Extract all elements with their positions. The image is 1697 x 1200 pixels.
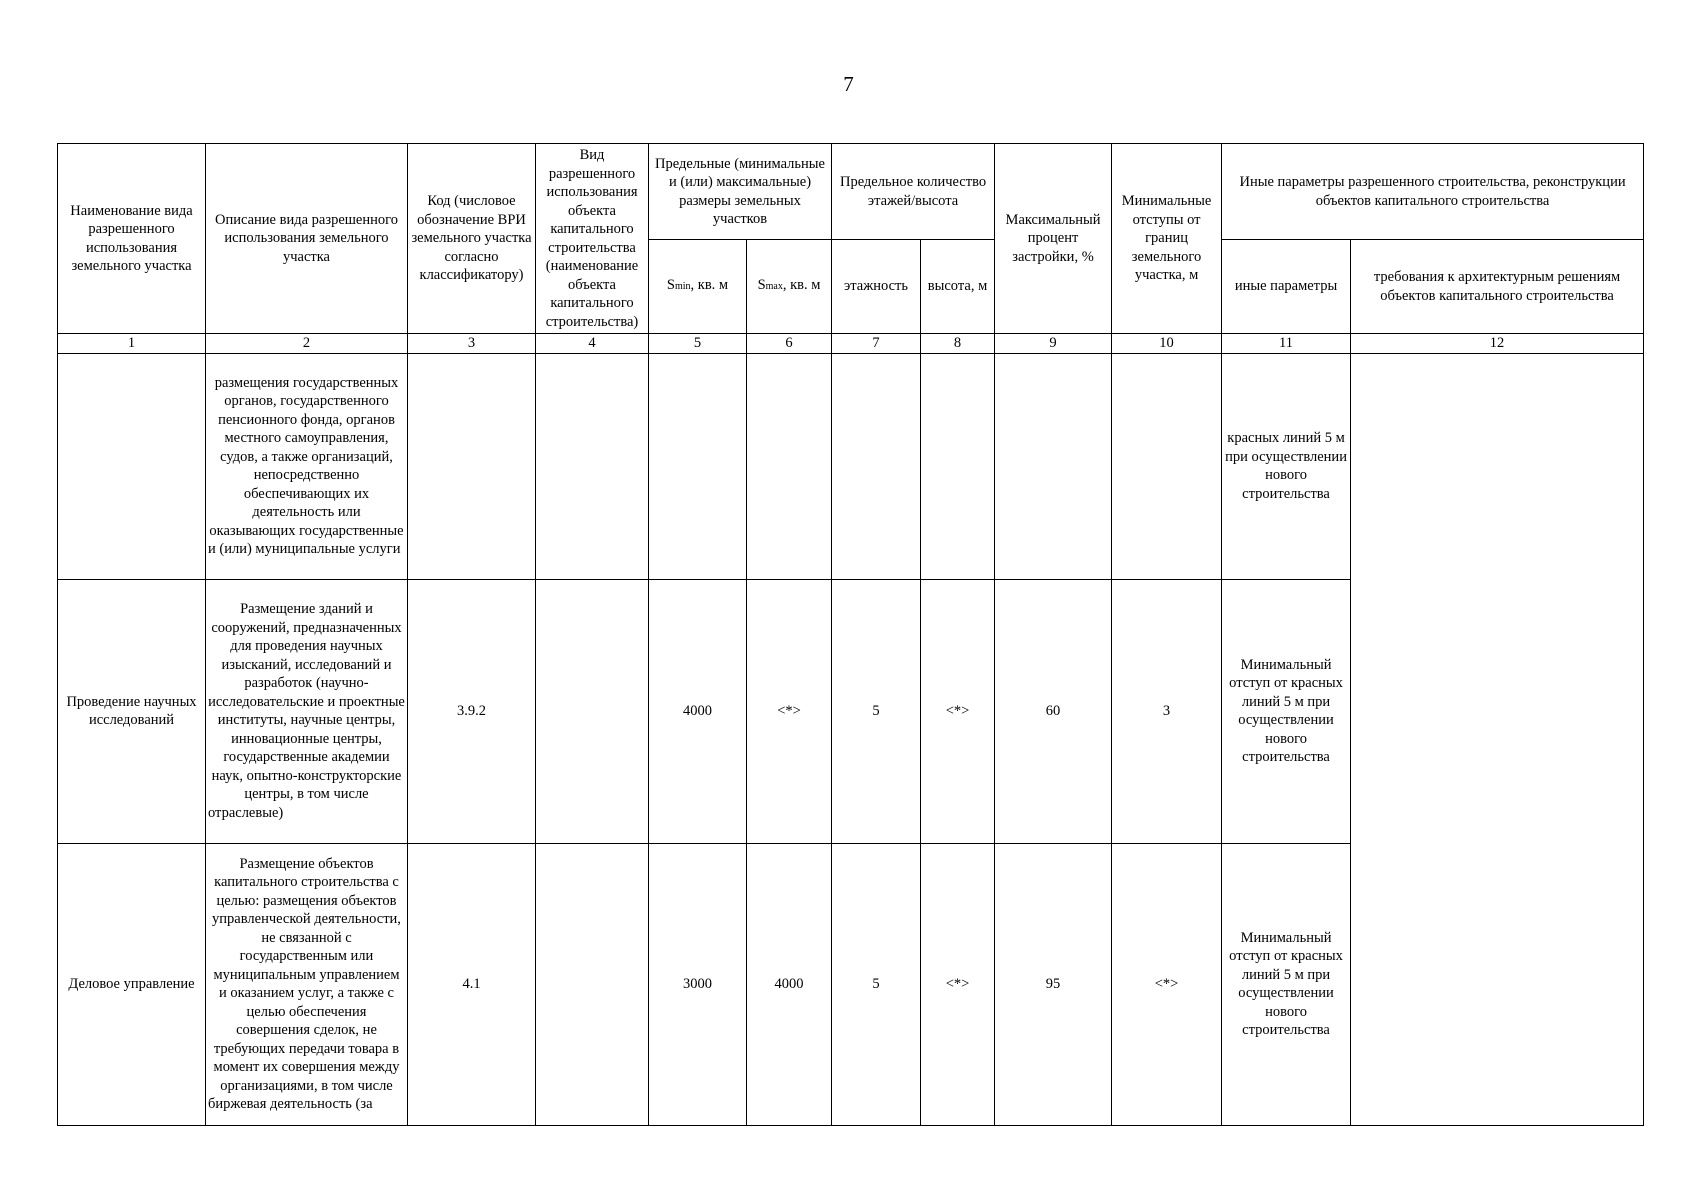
header-min-setback: Минимальные отступы от границ земельного участка, м [1112, 144, 1222, 334]
other-params-value: красных линий 5 м при осуществлении нового строительства [1222, 353, 1351, 579]
header-floors: этажность [832, 240, 921, 334]
column-number: 10 [1112, 334, 1222, 354]
smax-value: 4000 [747, 843, 832, 1125]
header-other-params-group: Иные параметры разрешенного строительства, реконструкции объектов капитального строительства [1222, 144, 1644, 240]
header-name: Наименование вида разрешенного использования земельного участка [58, 144, 206, 334]
floors-value [832, 353, 921, 579]
header-code: Код (числовое обозначение ВРИ земельного участка согласно классификатору) [408, 144, 536, 334]
header-other-params: иные параметры [1222, 240, 1351, 334]
column-number: 9 [995, 334, 1112, 354]
smax-value: <*> [747, 579, 832, 843]
header-max-percent: Максимальный процент застройки, % [995, 144, 1112, 334]
column-number: 5 [649, 334, 747, 354]
column-number: 11 [1222, 334, 1351, 354]
height-value: <*> [921, 579, 995, 843]
other-params-value: Минимальный отступ от красных линий 5 м при осуществлении нового строительства [1222, 843, 1351, 1125]
header-description: Описание вида разрешенного использования земельного участка [206, 144, 408, 334]
column-number: 12 [1351, 334, 1644, 354]
zoning-table [57, 143, 1644, 1126]
column-number: 6 [747, 334, 832, 354]
oks-type [536, 579, 649, 843]
percent-value: 60 [995, 579, 1112, 843]
use-description: размещения государственных органов, государственного пенсионного фонда, органов местного самоуправления, судов, а также организаций, непосредственно обеспечивающих их деятельность или оказывающих государственные и (или) муниципальные услуги [206, 353, 408, 579]
other-params-value: Минимальный отступ от красных линий 5 м при осуществлении нового строительства [1222, 579, 1351, 843]
header-row-1 [58, 144, 1644, 240]
percent-value [995, 353, 1112, 579]
column-number: 1 [58, 334, 206, 354]
oks-type [536, 353, 649, 579]
use-code [408, 353, 536, 579]
header-smax: Smax, кв. м [747, 240, 832, 334]
header-oks-type: Вид разрешенного использования объекта капитального строительства (наименование объекта капитального строительства) [536, 144, 649, 334]
page-number: 7 [843, 72, 854, 96]
header-floors-height: Предельное количество этажей/высота [832, 144, 995, 240]
header-plot-sizes: Предельные (минимальные и (или) максимальные) размеры земельных участков [649, 144, 832, 240]
smax-value [747, 353, 832, 579]
smin-value [649, 353, 747, 579]
use-name: Проведение научных исследований [58, 579, 206, 843]
height-value: <*> [921, 843, 995, 1125]
column-number: 8 [921, 334, 995, 354]
header-height: высота, м [921, 240, 995, 334]
floors-value: 5 [832, 579, 921, 843]
column-number: 2 [206, 334, 408, 354]
use-description: Размещение зданий и сооружений, предназначенных для проведения научных изысканий, исследований и разработок (научно-исследовательские и проектные институты, научные центры, инновационные центры, государственные академии наук, опытно-конструкторские центры, в том числе отраслевые) [206, 579, 408, 843]
arch-requirements-value [1351, 353, 1644, 1125]
header-smin: Smin, кв. м [649, 240, 747, 334]
column-number-row [58, 334, 1644, 354]
header-arch-requirements: требования к архитектурным решениям объектов капитального строительства [1351, 240, 1644, 334]
column-number: 7 [832, 334, 921, 354]
floors-value: 5 [832, 843, 921, 1125]
oks-type [536, 843, 649, 1125]
use-description: Размещение объектов капитального строительства с целью: размещения объектов управленческой деятельности, не связанной с государственным или муниципальным управлением и оказанием услуг, а также с целью обеспечения совершения сделок, не требующих передачи товара в момент их совершения между организациями, в том числе биржевая деятельность (за [206, 843, 408, 1125]
table-row [58, 353, 1644, 579]
use-name: Деловое управление [58, 843, 206, 1125]
use-name [58, 353, 206, 579]
setback-value [1112, 353, 1222, 579]
use-code: 4.1 [408, 843, 536, 1125]
column-number: 3 [408, 334, 536, 354]
percent-value: 95 [995, 843, 1112, 1125]
setback-value: 3 [1112, 579, 1222, 843]
smin-value: 4000 [649, 579, 747, 843]
smin-value: 3000 [649, 843, 747, 1125]
column-number: 4 [536, 334, 649, 354]
setback-value: <*> [1112, 843, 1222, 1125]
height-value [921, 353, 995, 579]
use-code: 3.9.2 [408, 579, 536, 843]
